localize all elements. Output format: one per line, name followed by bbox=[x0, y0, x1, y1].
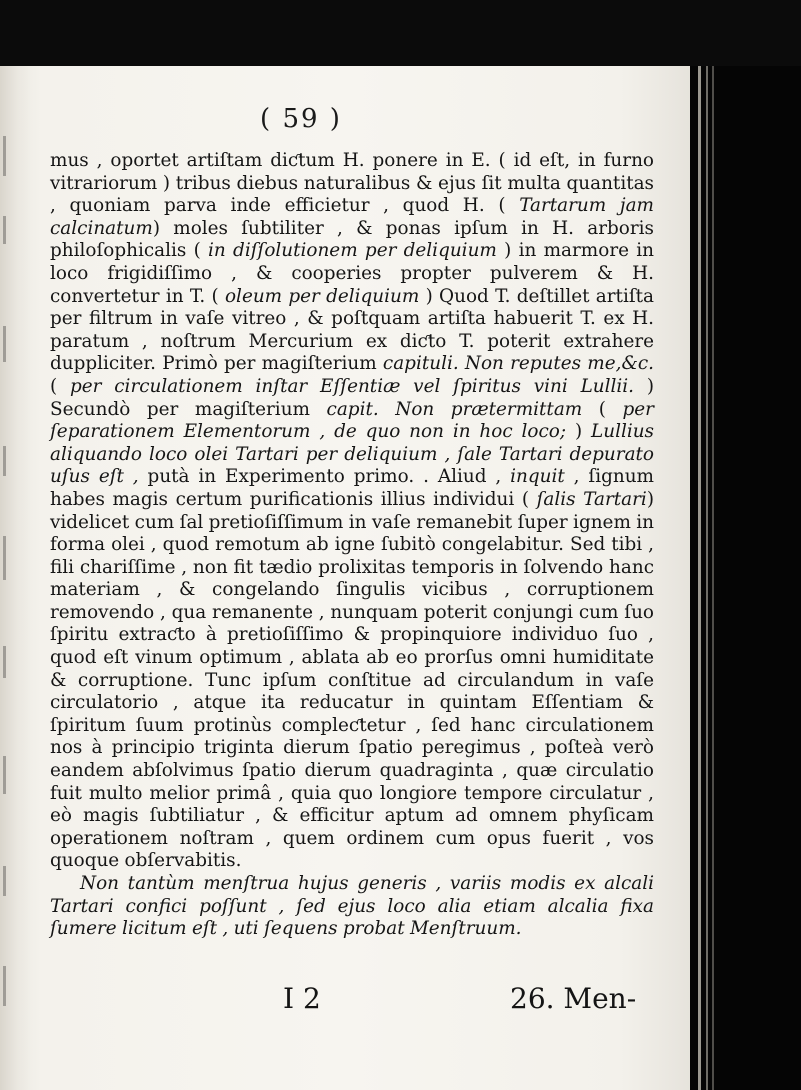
italic-text-run: oleum per deliquium bbox=[224, 285, 420, 307]
book-edge bbox=[690, 66, 801, 1090]
binding-mark bbox=[3, 446, 6, 476]
binding-mark bbox=[3, 866, 6, 896]
italic-text-run: capit. Non prætermittam bbox=[326, 398, 583, 420]
italic-text-run: per circulationem inſtar Eſſentiæ vel ſpiritus vini Lullii. bbox=[70, 375, 635, 397]
page-edge-line bbox=[706, 66, 708, 1090]
text-run: , ſignum habes magis certum purificationis illius individui ( bbox=[50, 466, 654, 510]
text-run: ( bbox=[582, 398, 623, 420]
italic-text-run: Tartarum jam calcinatum bbox=[50, 195, 654, 239]
binding-mark bbox=[3, 326, 6, 362]
page-edge-line bbox=[698, 66, 701, 1090]
text-run: ) moles ſubtiliter , & ponas ipſum in H. arboris philoſophicalis ( bbox=[50, 217, 654, 262]
binding-mark bbox=[3, 216, 6, 244]
page-edge-line bbox=[712, 66, 714, 1090]
binding-mark bbox=[3, 136, 6, 176]
paragraph bbox=[50, 873, 654, 941]
catchword: 26. Men- bbox=[510, 982, 637, 1015]
italic-text-run: per ſeparationem Elementorum , de quo non in hoc loco; bbox=[50, 398, 654, 443]
page-number-text: ( 59 ) bbox=[260, 104, 342, 134]
binding-mark bbox=[3, 536, 6, 580]
signature-mark: I 2 bbox=[283, 982, 321, 1015]
italic-text-run: in diſſolutionem per deliquium bbox=[208, 240, 497, 262]
text-run: ) Quod T. deſtillet artiſta per filtrum in vaſe vitreo , & poſtquam artiſta habuerit T. ex H. paratum , noſtrum Mercurium ex diƈto T. poterit extrahere duppliciter. Primò per magiſterium bbox=[50, 285, 654, 375]
text-run: ) in marmore in loco frigidiſſimo , & cooperies propter pulverem & H. convertetur in T. ( bbox=[50, 240, 654, 307]
paragraph bbox=[50, 150, 654, 873]
text-run: ) videlicet cum ſal pretioſiſſimum in vaſe remanebit ſuper ignem in forma olei , quod remotum ab igne ſubitò congelabitur. Sed tibi , fili chariſſime , non fit tædio prolixitas temporis in ſolvendo hanc materiam , & congelando ſingulis vicibus , corruptionem removendo , qua remanente , nunquam poterit conjungi cum ſuo ſpiritu extraƈto à pretioſiſſimo & propinquiore individuo ſuo , quod eſt vinum optimum , ablata ab eo prorſus omni humiditate & corruptione. Tunc ipſum conſtitue ad circulandum in vaſe circulatorio , atque ita reducatur in quintam Eſſentiam & ſpiritum ſuum protinùs compleƈtetur , ſed hanc circulationem nos à principio triginta dierum ſpatio peregimus , poſteà verò eandem abſolvimus ſpatio dierum quadraginta , quæ circulatio fuit multo melior primâ , quia quo longiore tempore circulatur , eò magis ſubtiliatur , & efficitur aptum ad omnem phyſicam operationem noſtram , quem ordinem cum opus fuerit , vos quoque obſervabitis. bbox=[50, 488, 654, 872]
text-run: ) Secundò per magiſterium bbox=[50, 375, 655, 420]
text-run: putà in Experimento primo. . Aliud , bbox=[138, 466, 511, 488]
italic-text-run: capituli. Non reputes me,&c. bbox=[382, 353, 654, 375]
text-run: ) bbox=[566, 421, 592, 443]
italic-text-run: Lullius aliquando loco olei Tartari per deliquium , ſale Tartari depurato uſus eſt , bbox=[50, 421, 654, 488]
page-gutter bbox=[0, 66, 30, 1090]
page-number bbox=[0, 104, 690, 134]
text-run: ( bbox=[50, 375, 70, 397]
page-footer bbox=[0, 982, 690, 1022]
italic-text-run: inquit bbox=[510, 466, 565, 488]
italic-text-run: Non tantùm menſtrua hujus generis , variis modis ex alcali Tartari confici poſſunt , ſed ejus loco alia etiam alcalia fixa ſumere licitum eſt , uti ſequens probat Menſtruum. bbox=[50, 873, 654, 940]
text-run: mus , oportet artiſtam diƈtum H. ponere in E. ( id eſt, in furno vitrariorum ) tribus diebus naturalibus & ejus ſit multa quantitas , quoniam parva inde efficietur , quod H. ( bbox=[50, 150, 654, 217]
binding-mark bbox=[3, 756, 6, 794]
body-text bbox=[50, 150, 654, 941]
book-page bbox=[0, 66, 690, 1090]
italic-text-run: ſalis Tartari bbox=[536, 488, 647, 510]
binding-mark bbox=[3, 646, 6, 678]
